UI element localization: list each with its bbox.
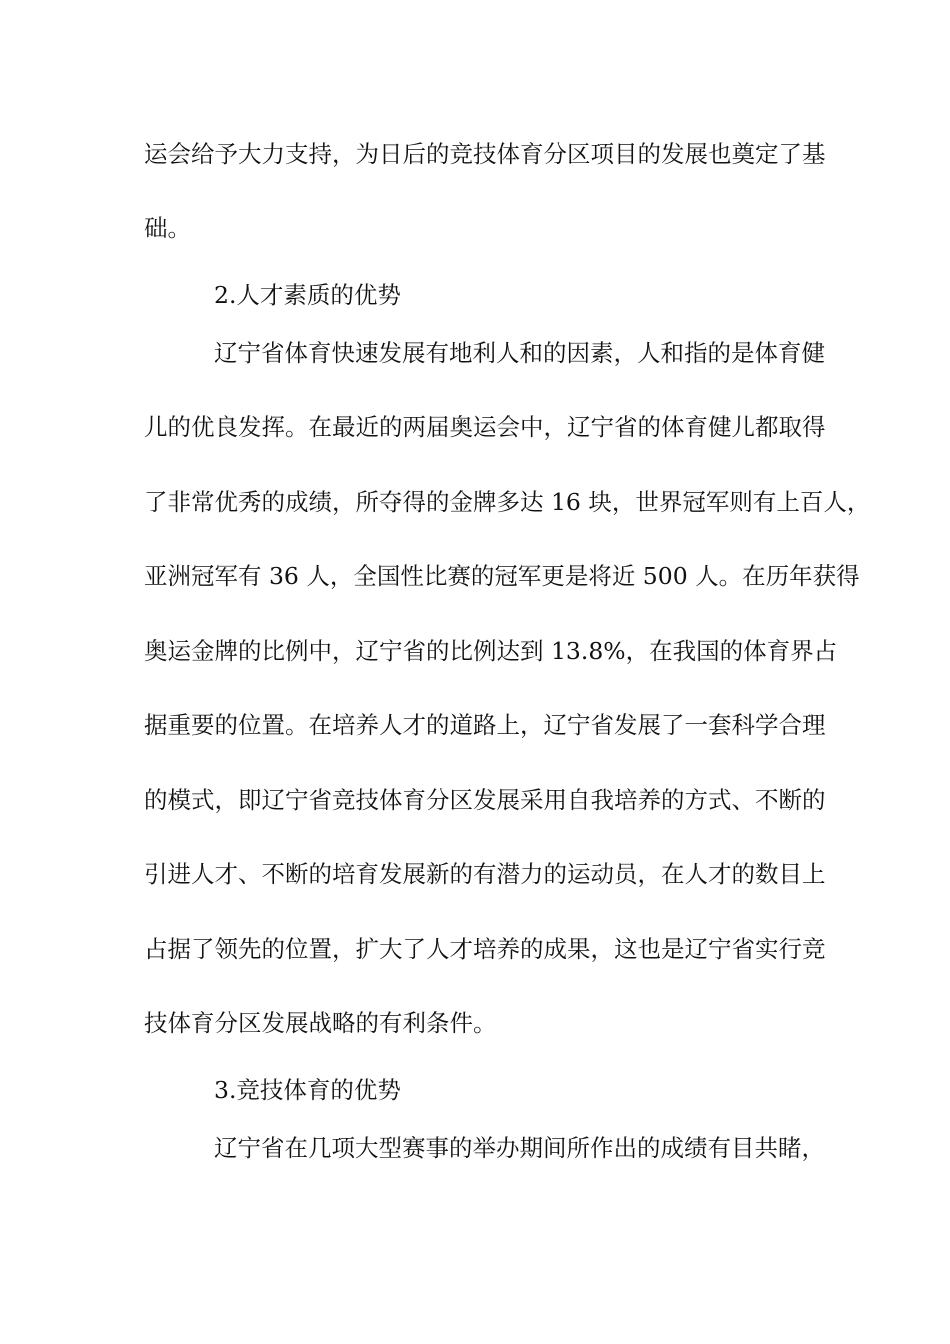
paragraph-first-line: 辽宁省体育快速发展有地利人和的因素，人和指的是体育健 [214, 339, 825, 367]
section-heading: 3.竞技体育的优势 [214, 1076, 401, 1104]
text-line: 引进人才、不断的培育发展新的有潜力的运动员，在人才的数目上 [144, 860, 826, 888]
text-line: 据重要的位置。在培养人才的道路上，辽宁省发展了一套科学合理 [144, 711, 826, 739]
text-line: 了非常优秀的成绩，所夺得的金牌多达 16 块，世界冠军则有上百人， [144, 488, 871, 516]
text-line: 的模式，即辽宁省竞技体育分区发展采用自我培养的方式、不断的 [144, 786, 826, 814]
text-line: 奥运金牌的比例中，辽宁省的比例达到 13.8%，在我国的体育界占 [144, 637, 838, 665]
text-line: 占据了领先的位置，扩大了人才培养的成果，这也是辽宁省实行竞 [144, 935, 826, 963]
text-line: 运会给予大力支持，为日后的竞技体育分区项目的发展也奠定了基 [144, 140, 826, 168]
paragraph-first-line: 辽宁省在几项大型赛事的举办期间所作出的成绩有目共睹， [214, 1134, 825, 1162]
text-line: 础。 [144, 214, 191, 242]
text-line: 亚洲冠军有 36 人，全国性比赛的冠军更是将近 500 人。在历年获得 [144, 562, 860, 590]
section-heading: 2.人才素质的优势 [214, 281, 401, 309]
text-line: 技体育分区发展战略的有利条件。 [144, 1009, 497, 1037]
text-line: 儿的优良发挥。在最近的两届奥运会中，辽宁省的体育健儿都取得 [144, 413, 826, 441]
